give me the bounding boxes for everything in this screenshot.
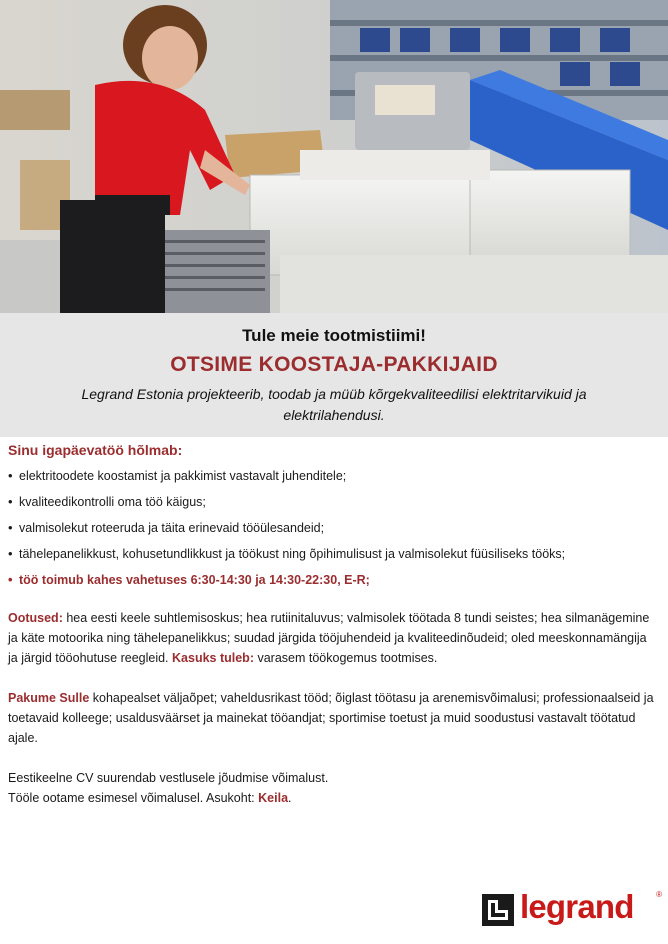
lead-heading: Tule meie tootmistiimi! (242, 326, 426, 345)
offer-label: Pakume Sulle (8, 691, 90, 705)
legrand-logo (482, 888, 662, 932)
duty-item: • valmisolekut roteeruda ja täita erinevaid tööülesandeid; (8, 518, 658, 538)
job-headline: OTSIME KOOSTAJA-PAKKIJAID (170, 353, 498, 376)
bonus-text: varasem töökogemus tootmises. (257, 651, 438, 665)
hero-photo (0, 0, 668, 313)
company-intro: Legrand Estonia projekteerib, toodab ja müüb kõrgekvaliteedilisi elektritarvikuid ja elektrilahendusi. (81, 386, 587, 423)
closing-period: . (288, 791, 292, 805)
logo-wordmark: legrand (520, 888, 634, 925)
start-text: Tööle ootame esimesel võimalusel. Asukoht: (8, 791, 255, 805)
offer-text: kohapealset väljaõpet; vaheldusrikast tööd; õiglast töötasu ja arenemisvõimalusi; professionaalseid ja toetavaid kolleege; usaldusväärset ja mainekat tööandjat; sportimise toetust ja muid soodustusi vastavalt töötatud ajale. (8, 691, 654, 745)
header-band (0, 313, 668, 437)
expectations-paragraph (8, 608, 658, 668)
start-location-line (8, 788, 658, 808)
cv-note: Eestikeelne CV suurendab vestlusele jõudmise võimalust. (8, 771, 329, 785)
duty-item: • elektritoodete koostamist ja pakkimist vastavalt juhenditele; (8, 466, 658, 486)
registered-mark: ® (656, 890, 662, 899)
duty-item: • kvaliteedikontrolli oma töö käigus; (8, 492, 658, 512)
expectations-label: Ootused: (8, 611, 63, 625)
duties-title: Sinu igapäevatöö hõlmab: (8, 442, 183, 458)
bonus-label: Kasuks tuleb: (172, 651, 254, 665)
duty-item: • tähelepanelikkust, kohusetundlikkust ja töökust ning õpihimulisust ja valmisolekut füüsiliseks tööks; (8, 544, 658, 564)
duty-item-shifts: • töö toimub kahes vahetuses 6:30-14:30 ja 14:30-22:30, E-R; (8, 570, 658, 590)
duties-list (8, 466, 658, 590)
ad-body (8, 440, 658, 808)
expectations-text: hea eesti keele suhtlemisoskus; hea rutiinitaluvus; valmisolek töötada 8 tundi seistes; hea silmanägemine ja käte motoorika ning tähelepanelikkus; suudad järgida tööjuhendeid ja kvaliteedinõudeid; oled meeskonnamängija ja järgid tööohutuse reegleid. (8, 611, 650, 665)
legrand-mark-icon (482, 894, 514, 926)
location-value: Keila (258, 791, 289, 805)
offer-paragraph (8, 688, 658, 748)
